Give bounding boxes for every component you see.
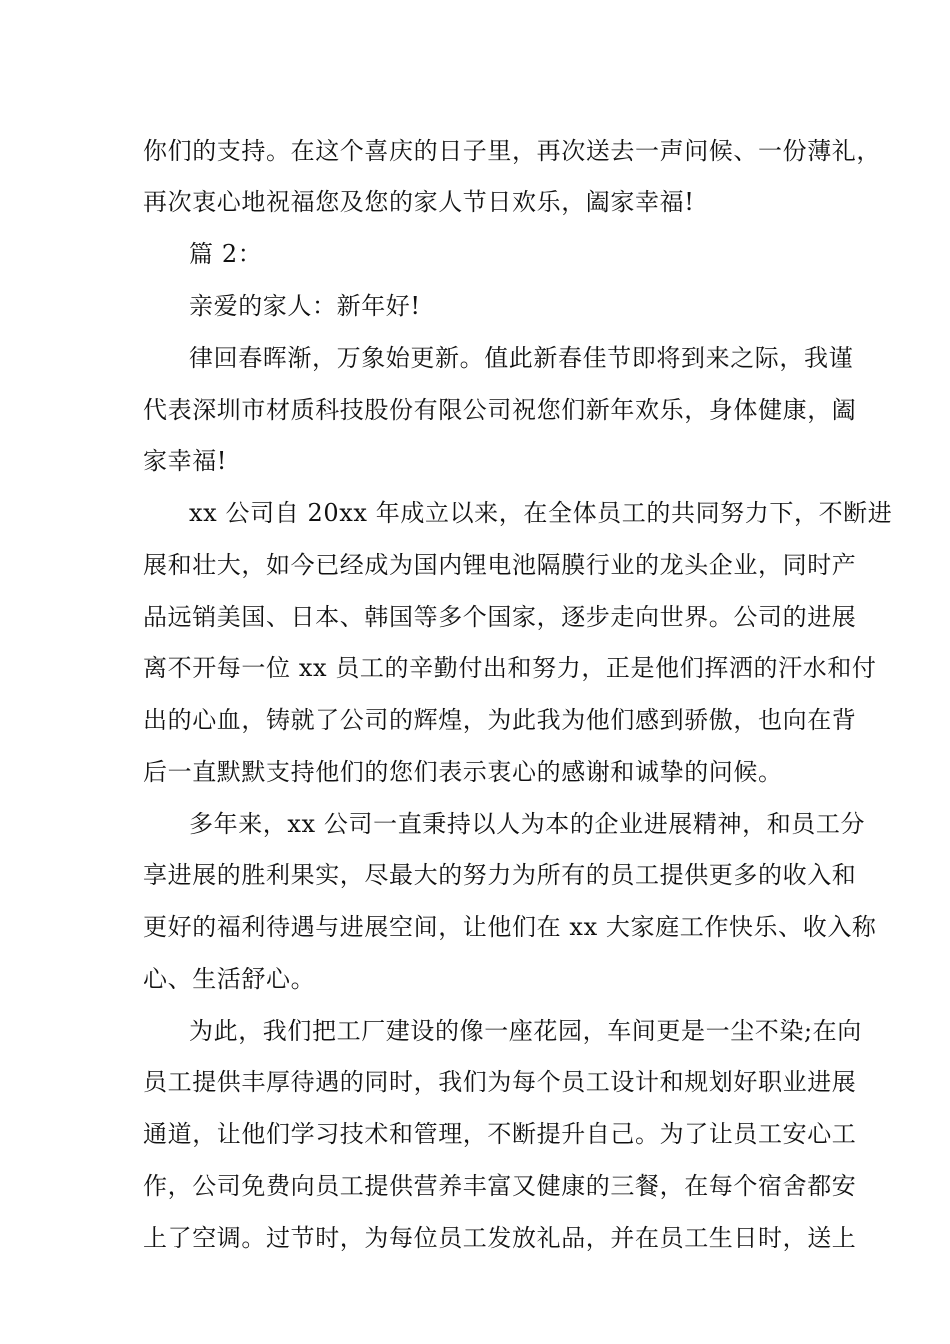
text-line: 上了空调。过节时，为每位员工发放礼品，并在员工生日时，送上: [143, 1224, 857, 1252]
text-line: 代表深圳市材质科技股份有限公司祝您们新年欢乐，身体健康，阖: [143, 396, 857, 424]
text-line: 品远销美国、日本、韩国等多个国家，逐步走向世界。公司的进展: [143, 603, 857, 631]
text-line: 后一直默默支持他们的您们表示衷心的感谢和诚挚的问候。: [143, 758, 783, 786]
text-line: 心、生活舒心。: [143, 965, 316, 993]
text-line: 作，公司免费向员工提供营养丰富又健康的三餐，在每个宿舍都安: [143, 1172, 857, 1200]
text-line: 多年来，xx 公司一直秉持以人为本的企业进展精神，和员工分: [189, 810, 866, 838]
text-line: 再次衷心地祝福您及您的家人节日欢乐，阖家幸福!: [143, 188, 695, 216]
text-line: 家幸福!: [143, 447, 228, 475]
text-line: xx 公司自 20xx 年成立以来，在全体员工的共同努力下，不断进: [189, 499, 893, 527]
text-line: 享进展的胜利果实，尽最大的努力为所有的员工提供更多的收入和: [143, 861, 857, 889]
text-line: 更好的福利待遇与进展空间，让他们在 xx 大家庭工作快乐、收入称: [143, 913, 877, 941]
text-line: 通道，让他们学习技术和管理，不断提升自己。为了让员工安心工: [143, 1120, 857, 1148]
text-line: 展和壮大，如今已经成为国内锂电池隔膜行业的龙头企业，同时产: [143, 551, 857, 579]
section-heading: 篇 2：: [189, 240, 263, 268]
text-line: 离不开每一位 xx 员工的辛勤付出和努力，正是他们挥洒的汗水和付: [143, 654, 877, 682]
text-line: 员工提供丰厚待遇的同时，我们为每个员工设计和规划好职业进展: [143, 1068, 857, 1096]
text-line: 你们的支持。在这个喜庆的日子里，再次送去一声问候、一份薄礼，: [143, 137, 881, 165]
text-line: 律回春晖渐，万象始更新。值此新春佳节即将到来之际，我谨: [189, 344, 854, 372]
text-line: 出的心血，铸就了公司的辉煌，为此我为他们感到骄傲，也向在背: [143, 706, 857, 734]
salutation: 亲爱的家人：新年好!: [189, 292, 421, 320]
text-line: 为此，我们把工厂建设的像一座花园，车间更是一尘不染;在向: [189, 1017, 862, 1045]
